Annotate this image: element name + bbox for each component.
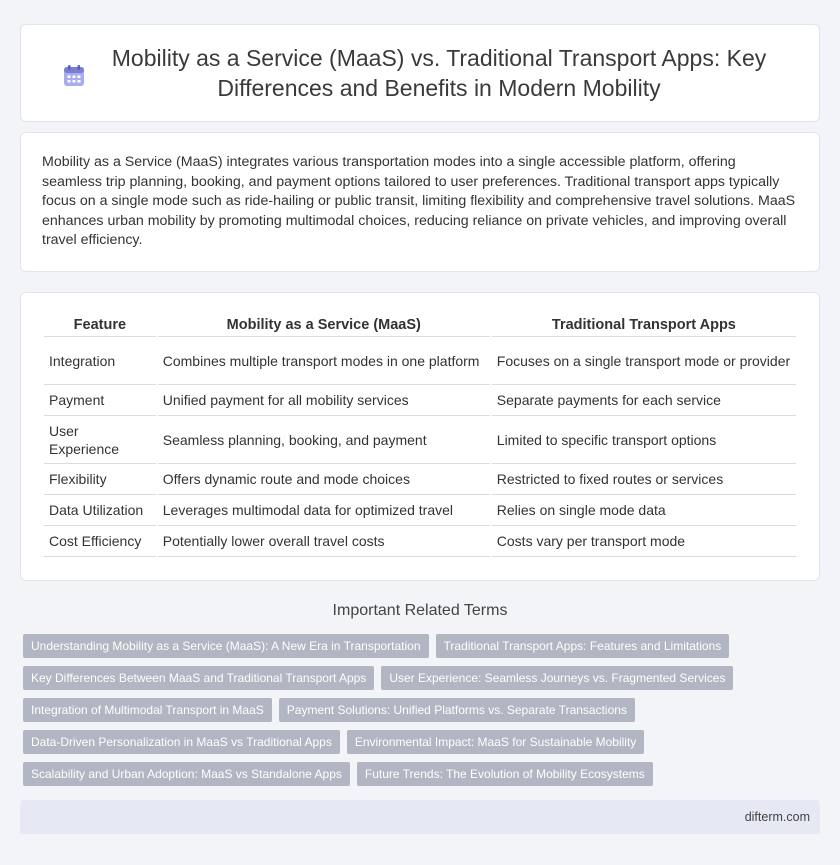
table-header-row	[44, 313, 796, 337]
related-term-link[interactable]: Future Trends: The Evolution of Mobility Ecosystems	[357, 762, 653, 786]
table-cell: Data Utilization	[44, 495, 156, 526]
header-card	[20, 24, 820, 122]
related-term-link[interactable]: User Experience: Seamless Journeys vs. Fragmented Services	[381, 666, 733, 690]
related-term-link[interactable]: Understanding Mobility as a Service (MaaS): A New Era in Transportation	[23, 634, 429, 658]
calendar-icon	[61, 63, 87, 89]
table-cell: Limited to specific transport options	[492, 416, 796, 464]
comparison-table	[42, 313, 798, 557]
comparison-card	[20, 292, 820, 581]
table-row	[44, 526, 796, 557]
related-term-link[interactable]: Data-Driven Personalization in MaaS vs Traditional Apps	[23, 730, 340, 754]
related-term-link[interactable]: Scalability and Urban Adoption: MaaS vs Standalone Apps	[23, 762, 350, 786]
page-title: Mobility as a Service (MaaS) vs. Traditional Transport Apps: Key Differences and Benefits in Modern Mobility	[111, 45, 767, 101]
table-cell: Relies on single mode data	[492, 495, 796, 526]
column-header: Feature	[44, 313, 156, 337]
table-row	[44, 385, 796, 416]
table-cell: Seamless planning, booking, and payment	[158, 416, 490, 464]
table-cell: Potentially lower overall travel costs	[158, 526, 490, 557]
site-name[interactable]: difterm.com	[744, 810, 810, 824]
table-cell: Combines multiple transport modes in one platform	[158, 337, 490, 385]
table-row	[44, 337, 796, 385]
table-cell: Payment	[44, 385, 156, 416]
related-terms-list	[23, 634, 803, 794]
table-row	[44, 495, 796, 526]
table-cell: Costs vary per transport mode	[492, 526, 796, 557]
column-header: Traditional Transport Apps	[492, 313, 796, 337]
related-terms-heading: Important Related Terms	[332, 602, 508, 619]
footer	[20, 800, 820, 834]
related-term-link[interactable]: Traditional Transport Apps: Features and Limitations	[436, 634, 730, 658]
table-cell: Unified payment for all mobility services	[158, 385, 490, 416]
table-cell: Offers dynamic route and mode choices	[158, 464, 490, 495]
table-row	[44, 464, 796, 495]
table-cell: Cost Efficiency	[44, 526, 156, 557]
table-cell: Integration	[44, 337, 156, 385]
related-term-link[interactable]: Integration of Multimodal Transport in MaaS	[23, 698, 272, 722]
table-cell: Focuses on a single transport mode or provider	[492, 337, 796, 385]
table-cell: Leverages multimodal data for optimized travel	[158, 495, 490, 526]
table-row	[44, 416, 796, 464]
intro-text: Mobility as a Service (MaaS) integrates various transportation modes into a single accessible platform, offering seamless trip planning, booking, and payment options tailored to user preferences. Traditional transport apps typically focus on a single mode such as ride-hailing or public transit, limiting flexibility and comprehensive travel solutions. MaaS enhances urban mobility by promoting multimodal choices, reducing reliance on private vehicles, and improving overall travel efficiency.	[42, 154, 796, 249]
related-term-link[interactable]: Environmental Impact: MaaS for Sustainable Mobility	[347, 730, 644, 754]
intro-card	[20, 132, 820, 272]
table-cell: Flexibility	[44, 464, 156, 495]
table-cell: Separate payments for each service	[492, 385, 796, 416]
related-term-link[interactable]: Key Differences Between MaaS and Traditional Transport Apps	[23, 666, 374, 690]
column-header: Mobility as a Service (MaaS)	[158, 313, 490, 337]
related-term-link[interactable]: Payment Solutions: Unified Platforms vs. Separate Transactions	[279, 698, 635, 722]
table-cell: Restricted to fixed routes or services	[492, 464, 796, 495]
table-cell: User Experience	[44, 416, 156, 464]
